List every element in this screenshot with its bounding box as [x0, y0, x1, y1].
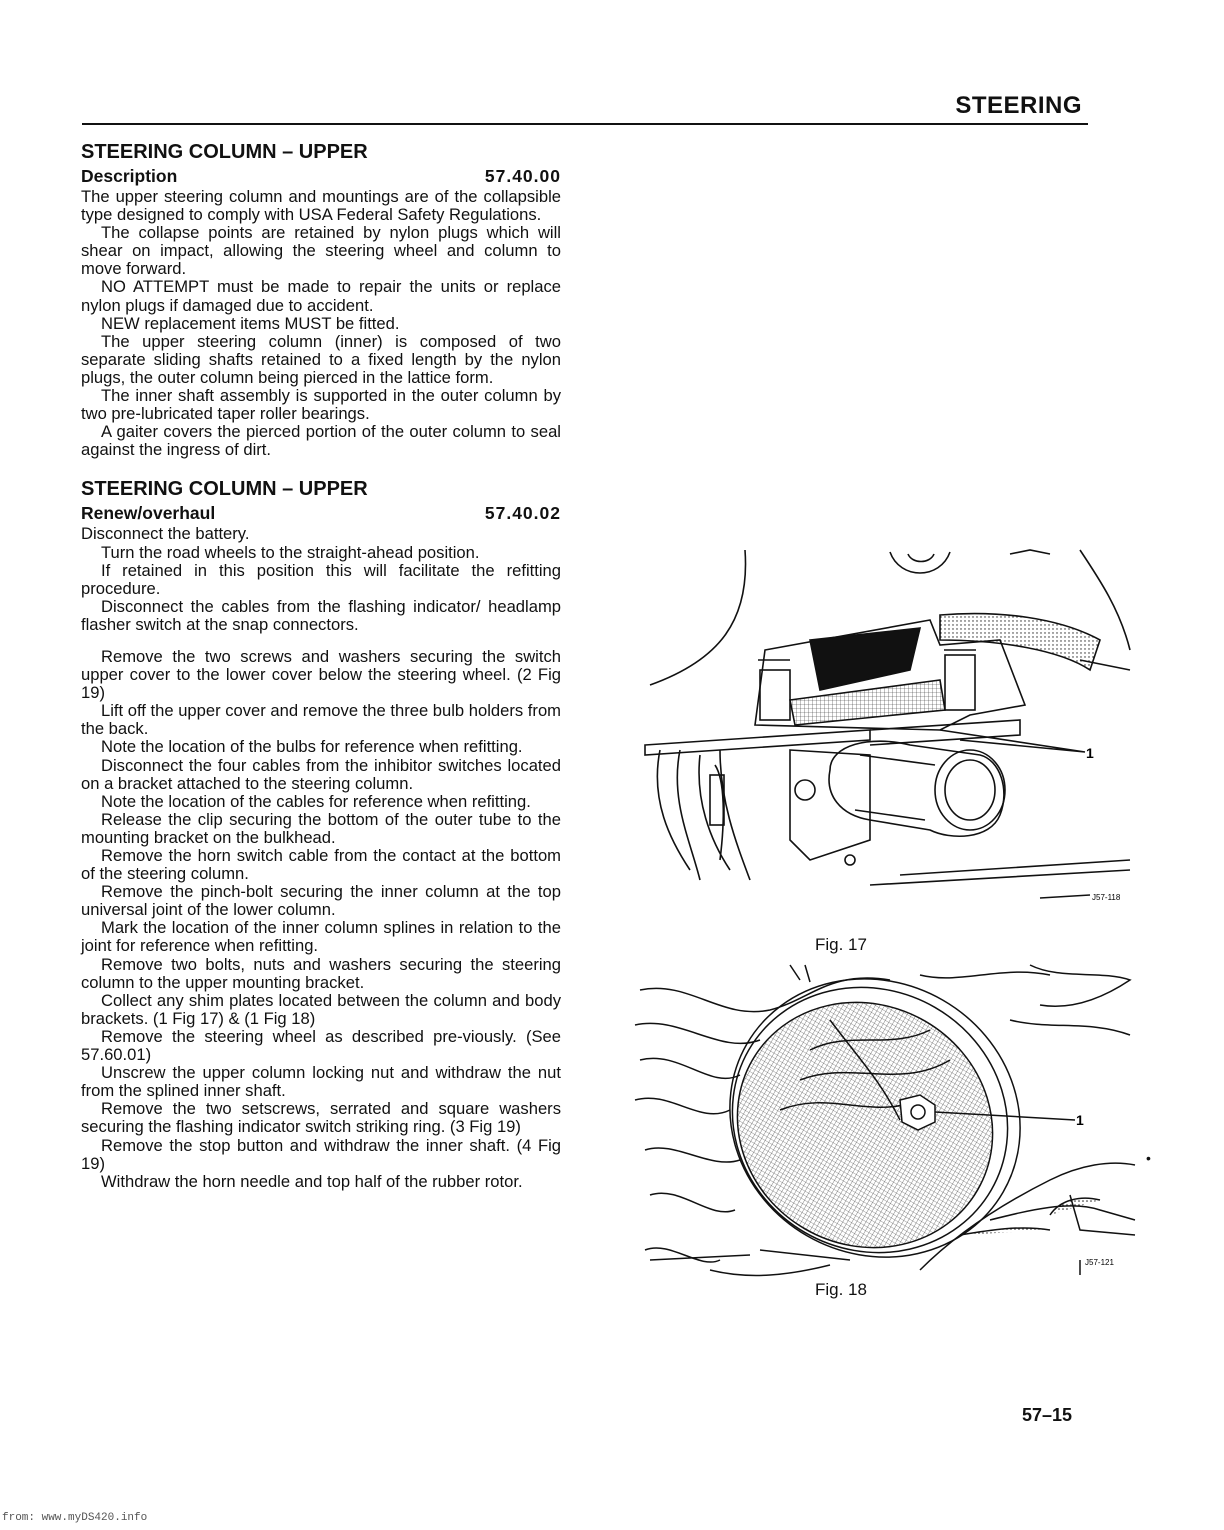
- section-title: STEERING COLUMN – UPPER: [81, 478, 368, 501]
- paragraph: Remove the pinch-bolt securing the inner column at the top universal joint of the lower column.: [81, 882, 561, 920]
- paragraph: Remove the two screws and washers securing the switch upper cover to the lower cover below the steering wheel. (2 Fig 19): [81, 646, 561, 703]
- paragraph: Note the location of the cables for reference when refitting.: [101, 791, 531, 811]
- paragraph: The upper steering column and mountings are of the collapsible type designed to comply with USA Federal Safety Regulations.: [81, 187, 561, 225]
- paragraph: NEW replacement items MUST be fitted.: [101, 313, 400, 333]
- fig17-caption: Fig. 17: [815, 935, 867, 954]
- paragraph: Release the clip securing the bottom of the outer tube to the mounting bracket on the bulkhead.: [81, 809, 561, 847]
- paragraph: A gaiter covers the pierced portion of the outer column to seal against the ingress of dirt.: [81, 422, 561, 460]
- paragraph: The collapse points are retained by nylon plugs which will shear on impact, allowing the steering wheel and column to move forward.: [81, 223, 561, 279]
- paragraph: The upper steering column (inner) is composed of two separate sliding shafts retained to a fixed length by the nylon plugs, the outer column being pierced in the lattice form.: [81, 331, 561, 387]
- fig18-callout: 1: [1076, 1112, 1084, 1128]
- fig17-reference: J57-118: [1092, 893, 1121, 902]
- text-column: [81, 140, 561, 1191]
- fig18-reference: J57-121: [1085, 1258, 1114, 1267]
- paragraph: Remove the two setscrews, serrated and square washers securing the flashing indicator switch striking ring. (3 Fig 19): [81, 1099, 561, 1137]
- paragraph: Turn the road wheels to the straight-ahead position.: [101, 542, 480, 562]
- operation-code: 57.40.02: [484, 503, 561, 524]
- paragraph: Lift off the upper cover and remove the three bulb holders from the back.: [81, 701, 561, 739]
- section-subheading: [81, 503, 561, 523]
- paragraph: Collect any shim plates located between the column and body brackets. (1 Fig 17) & (1 Fig 18): [81, 990, 561, 1028]
- page-header-title: STEERING: [955, 92, 1082, 119]
- paragraph: If retained in this position this will facilitate the refitting procedure.: [81, 560, 561, 598]
- paragraph: Disconnect the cables from the flashing indicator/ headlamp flasher switch at the snap connectors.: [81, 596, 561, 634]
- header-rule: [82, 123, 1088, 125]
- fig18-caption: Fig. 18: [815, 1280, 867, 1299]
- section-subtitle: Description: [81, 166, 178, 186]
- paragraph: NO ATTEMPT must be made to repair the units or replace nylon plugs if damaged due to accident.: [81, 277, 561, 315]
- paragraph: Remove the stop button and withdraw the inner shaft. (4 Fig 19): [81, 1135, 561, 1173]
- section-subtitle: Renew/overhaul: [81, 503, 216, 524]
- paragraph: Disconnect the battery.: [81, 524, 250, 544]
- section-subheading: [81, 166, 561, 186]
- page-number: 57–15: [1022, 1405, 1073, 1425]
- paragraph: Mark the location of the inner column splines in relation to the joint for reference when refitting.: [81, 918, 561, 956]
- fig17-callout: 1: [1086, 745, 1094, 761]
- paragraph: The inner shaft assembly is supported in the outer column by two pre-lubricated taper roller bearings.: [81, 386, 561, 424]
- watermark: from: www.myDS420.info: [2, 1512, 148, 1524]
- fig18-illustration: [630, 960, 1140, 1285]
- paragraph: Unscrew the upper column locking nut and withdraw the nut from the splined inner shaft.: [81, 1063, 561, 1101]
- paragraph: Withdraw the horn needle and top half of the rubber rotor.: [101, 1171, 523, 1191]
- paragraph: Remove two bolts, nuts and washers securing the steering column to the upper mounting bracket.: [81, 954, 561, 992]
- fig17-illustration: [640, 540, 1140, 910]
- paragraph: Remove the horn switch cable from the contact at the bottom of the steering column.: [81, 846, 561, 884]
- paragraph: Remove the steering wheel as described pre-viously. (See 57.60.01): [81, 1026, 561, 1065]
- paragraph: Disconnect the four cables from the inhibitor switches located on a bracket attached to the steering column.: [81, 755, 561, 793]
- paragraph: Note the location of the bulbs for reference when refitting.: [101, 737, 523, 757]
- scan-speck: •: [1146, 1150, 1151, 1166]
- section-title: STEERING COLUMN – UPPER: [81, 141, 368, 163]
- operation-code: 57.40.00: [484, 166, 561, 186]
